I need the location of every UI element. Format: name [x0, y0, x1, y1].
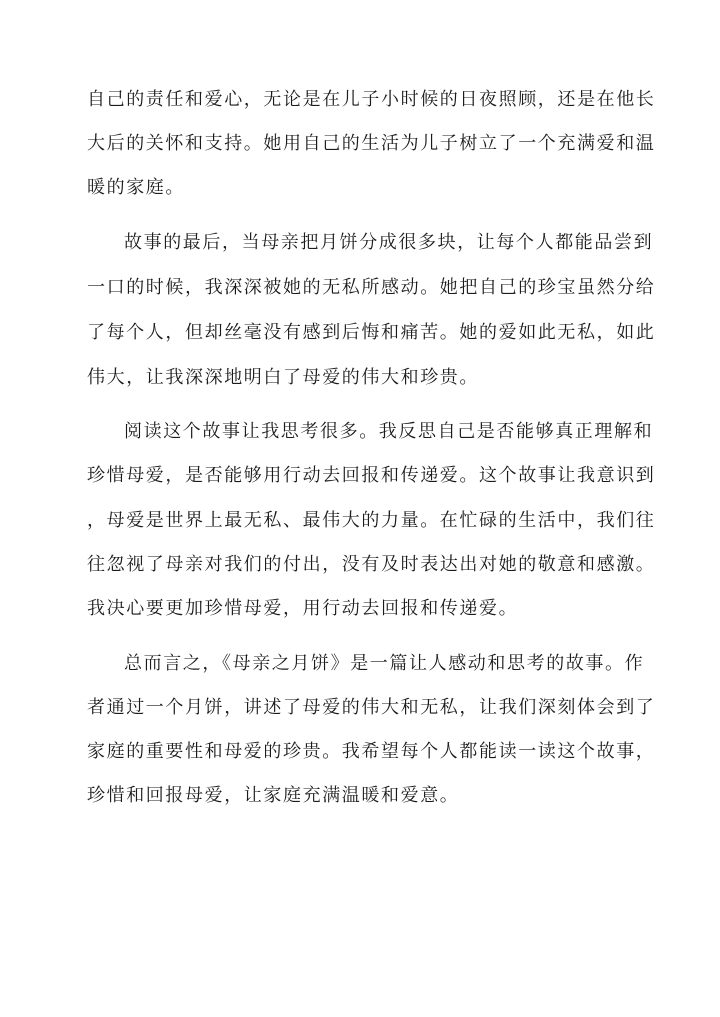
- paragraph-3-line-5: 我决心要更加珍惜母爱，用行动去回报和传递爱。: [87, 598, 519, 619]
- paragraph-2-line-1: 故事的最后，当母亲把月饼分成很多块，让每个人都能品尝到: [124, 232, 654, 253]
- paragraph-4-line-4: 珍惜和回报母爱，让家庭充满温暖和爱意。: [87, 785, 460, 806]
- paragraph-3-line-1: 阅读这个故事让我思考很多。我反思自己是否能够真正理解和: [124, 421, 654, 442]
- paragraph-1-line-3: 暖的家庭。: [87, 177, 185, 198]
- paragraph-3-line-3: ，母爱是世界上最无私、最伟大的力量。在忙碌的生活中，我们往: [87, 510, 656, 531]
- paragraph-1-line-1: 自己的责任和爱心，无论是在儿子小时候的日夜照顾，还是在他长: [87, 89, 656, 110]
- paragraph-3-line-4: 往忽视了母亲对我们的付出，没有及时表达出对她的敬意和感激。: [87, 554, 656, 575]
- paragraph-1-line-2: 大后的关怀和支持。她用自己的生活为儿子树立了一个充满爱和温: [87, 133, 656, 154]
- paragraph-4-line-3: 家庭的重要性和母爱的珍贵。我希望每个人都能读一读这个故事，: [87, 741, 656, 762]
- paragraph-2-line-3: 了每个人，但却丝毫没有感到后悔和痛苦。她的爱如此无私，如此: [87, 322, 656, 343]
- paragraph-4-line-2: 者通过一个月饼，讲述了母爱的伟大和无私，让我们深刻体会到了: [87, 697, 656, 718]
- paragraph-3-line-2: 珍惜母爱，是否能够用行动去回报和传递爱。这个故事让我意识到: [87, 465, 656, 486]
- paragraph-2-line-4: 伟大，让我深深地明白了母爱的伟大和珍贵。: [87, 367, 479, 388]
- paragraph-2-line-2: 一口的时候，我深深被她的无私所感动。她把自己的珍宝虽然分给: [87, 277, 656, 298]
- paragraph-4-line-1: 总而言之，《母亲之月饼》是一篇让人感动和思考的故事。作: [124, 653, 645, 674]
